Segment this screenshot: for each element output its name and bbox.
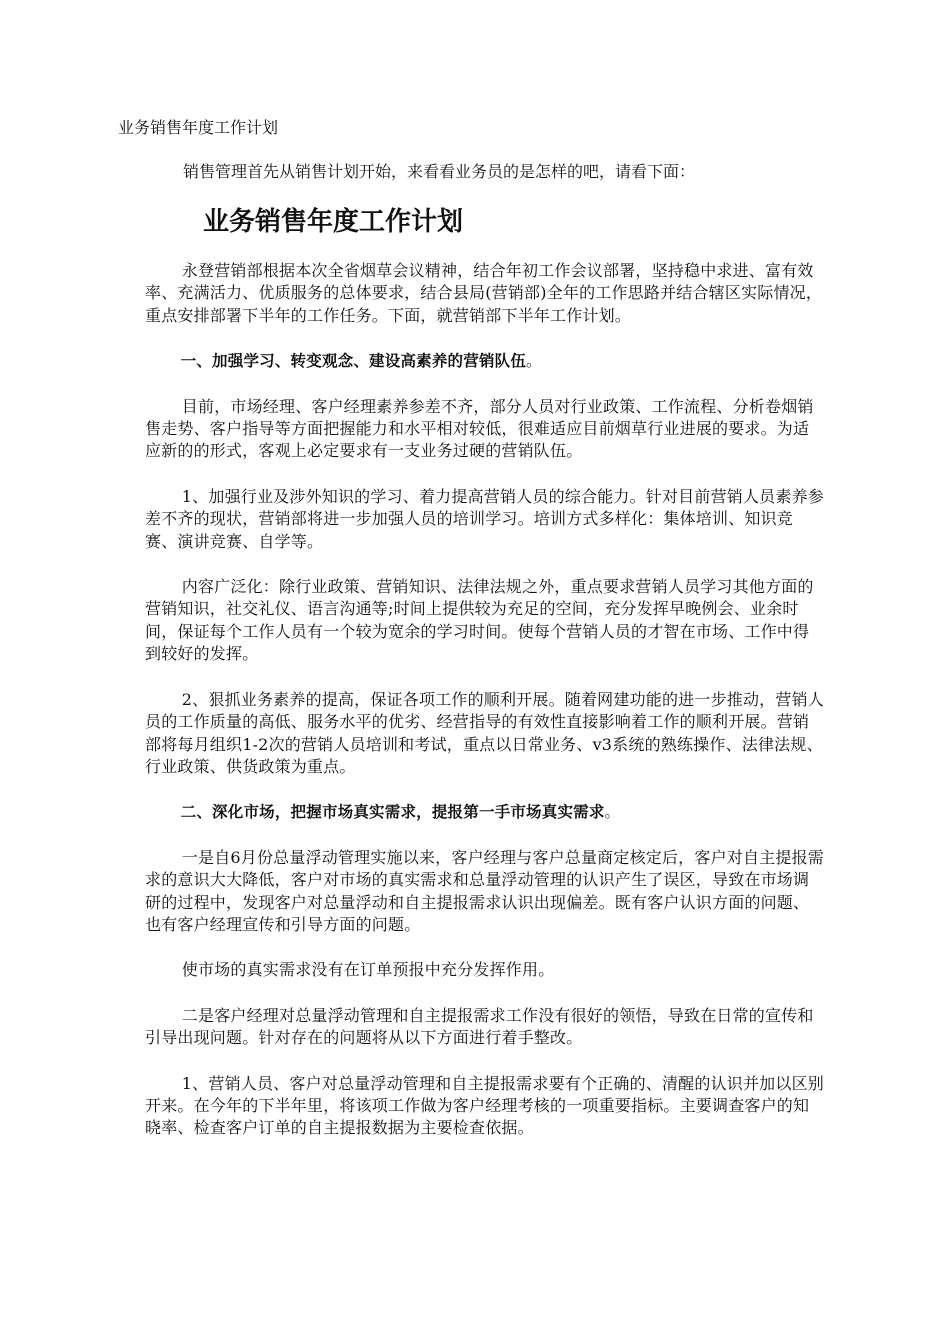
paragraph-content: 内容广泛化：除行业政策、营销知识、法律法规之外，重点要求营销人员学习其他方面的营销知识，社交礼仪、语言沟通等;时间上提供较为充足的空间，充分发挥早晚例会、业余时间，保证每个工作人员有一个较为宽余的学习时间。使每个营销人员的才智在市场、工作中得到较好的发挥。 — [145, 577, 814, 664]
paragraph-item-3: 1、营销人员、客户对总量浮动管理和自主提报需求要有个正确的、清醒的认识并加以区别开来。在今年的下半年里，将该项工作做为客户经理考核的一项重要指标。主要调查客户的知晓率、检查客户订单的自主提报数据为主要检查依据。 — [145, 1073, 824, 1138]
paragraph-current-situation: 目前，市场经理、客户经理素养参差不齐，部分人员对行业政策、工作流程、分析卷烟销售走势、客户指导等方面把握能力和水平相对较低，很难适应目前烟草行业进展的要求。为适应新的的形式，客观上必定要求有一支业务过硬的营销队伍。 — [145, 396, 814, 461]
section-heading-1 — [145, 350, 825, 372]
paragraph-first-issue: 一是自6月份总量浮动管理实施以来，客户经理与客户总量商定核定后，客户对自主提报需求的意识大大降低，客户对市场的真实需求和总量浮动管理的认识产生了误区，导致在市场调研的过程中，发现客户对总量浮动和自主提报需求认识出现偏差。既有客户认识方面的问题、也有客户经理宣传和引导方面的问题。 — [145, 847, 824, 934]
section-heading-2-text: 二、深化市场，把握市场真实需求，提报第一手市场真实需求 — [180, 803, 605, 822]
paragraph-item-1: 1、加强行业及涉外知识的学习、着力提高营销人员的综合能力。针对目前营销人员素养参差不齐的现状，营销部将进一步加强人员的培训学习。培训方式多样化：集体培训、知识竞赛、演讲竞赛、自学等。 — [145, 486, 824, 551]
section-heading-1-tail: 。 — [526, 352, 542, 371]
section-heading-2 — [145, 801, 825, 823]
document-title: 业务销售年度工作计划 — [118, 118, 279, 137]
document-body — [145, 260, 825, 1163]
section-heading-2-tail: 。 — [604, 803, 621, 822]
paragraph-second-issue: 二是客户经理对总量浮动管理和自主提报需求工作没有很好的领悟，导致在日常的宣传和引导出现问题。针对存在的问题将从以下方面进行着手整改。 — [145, 1005, 814, 1048]
section-heading-1-text: 一、加强学习、转变观念、建设高素养的营销队伍 — [180, 352, 527, 371]
paragraph-overview: 永登营销部根据本次全省烟草会议精神，结合年初工作会议部署，坚持稳中求进、富有效率、充满活力、优质服务的总体要求，结合县局(营销部)全年的工作思路并结合辖区实际情况，重点安排部署下半年的工作任务。下面，就营销部下半年工作计划。 — [145, 261, 823, 325]
paragraph-market-demand: 使市场的真实需求没有在订单预报中充分发挥作用。 — [181, 960, 555, 980]
main-title: 业务销售年度工作计划 — [203, 207, 464, 237]
paragraph-item-2: 2、狠抓业务素养的提高，保证各项工作的顺利开展。随着网建功能的进一步推动，营销人员的工作质量的高低、服务水平的优劣、经营指导的有效性直接影响着工作的顺利开展。营销部将每月组织1-2次的营销人员培训和考试，重点以日常业务、v3系统的熟练操作、法律法规、行业政策、供货政策为重点。 — [145, 689, 824, 776]
intro-text: 销售管理首先从销售计划开始，来看看业务员的是怎样的吧，请看下面： — [183, 162, 696, 181]
